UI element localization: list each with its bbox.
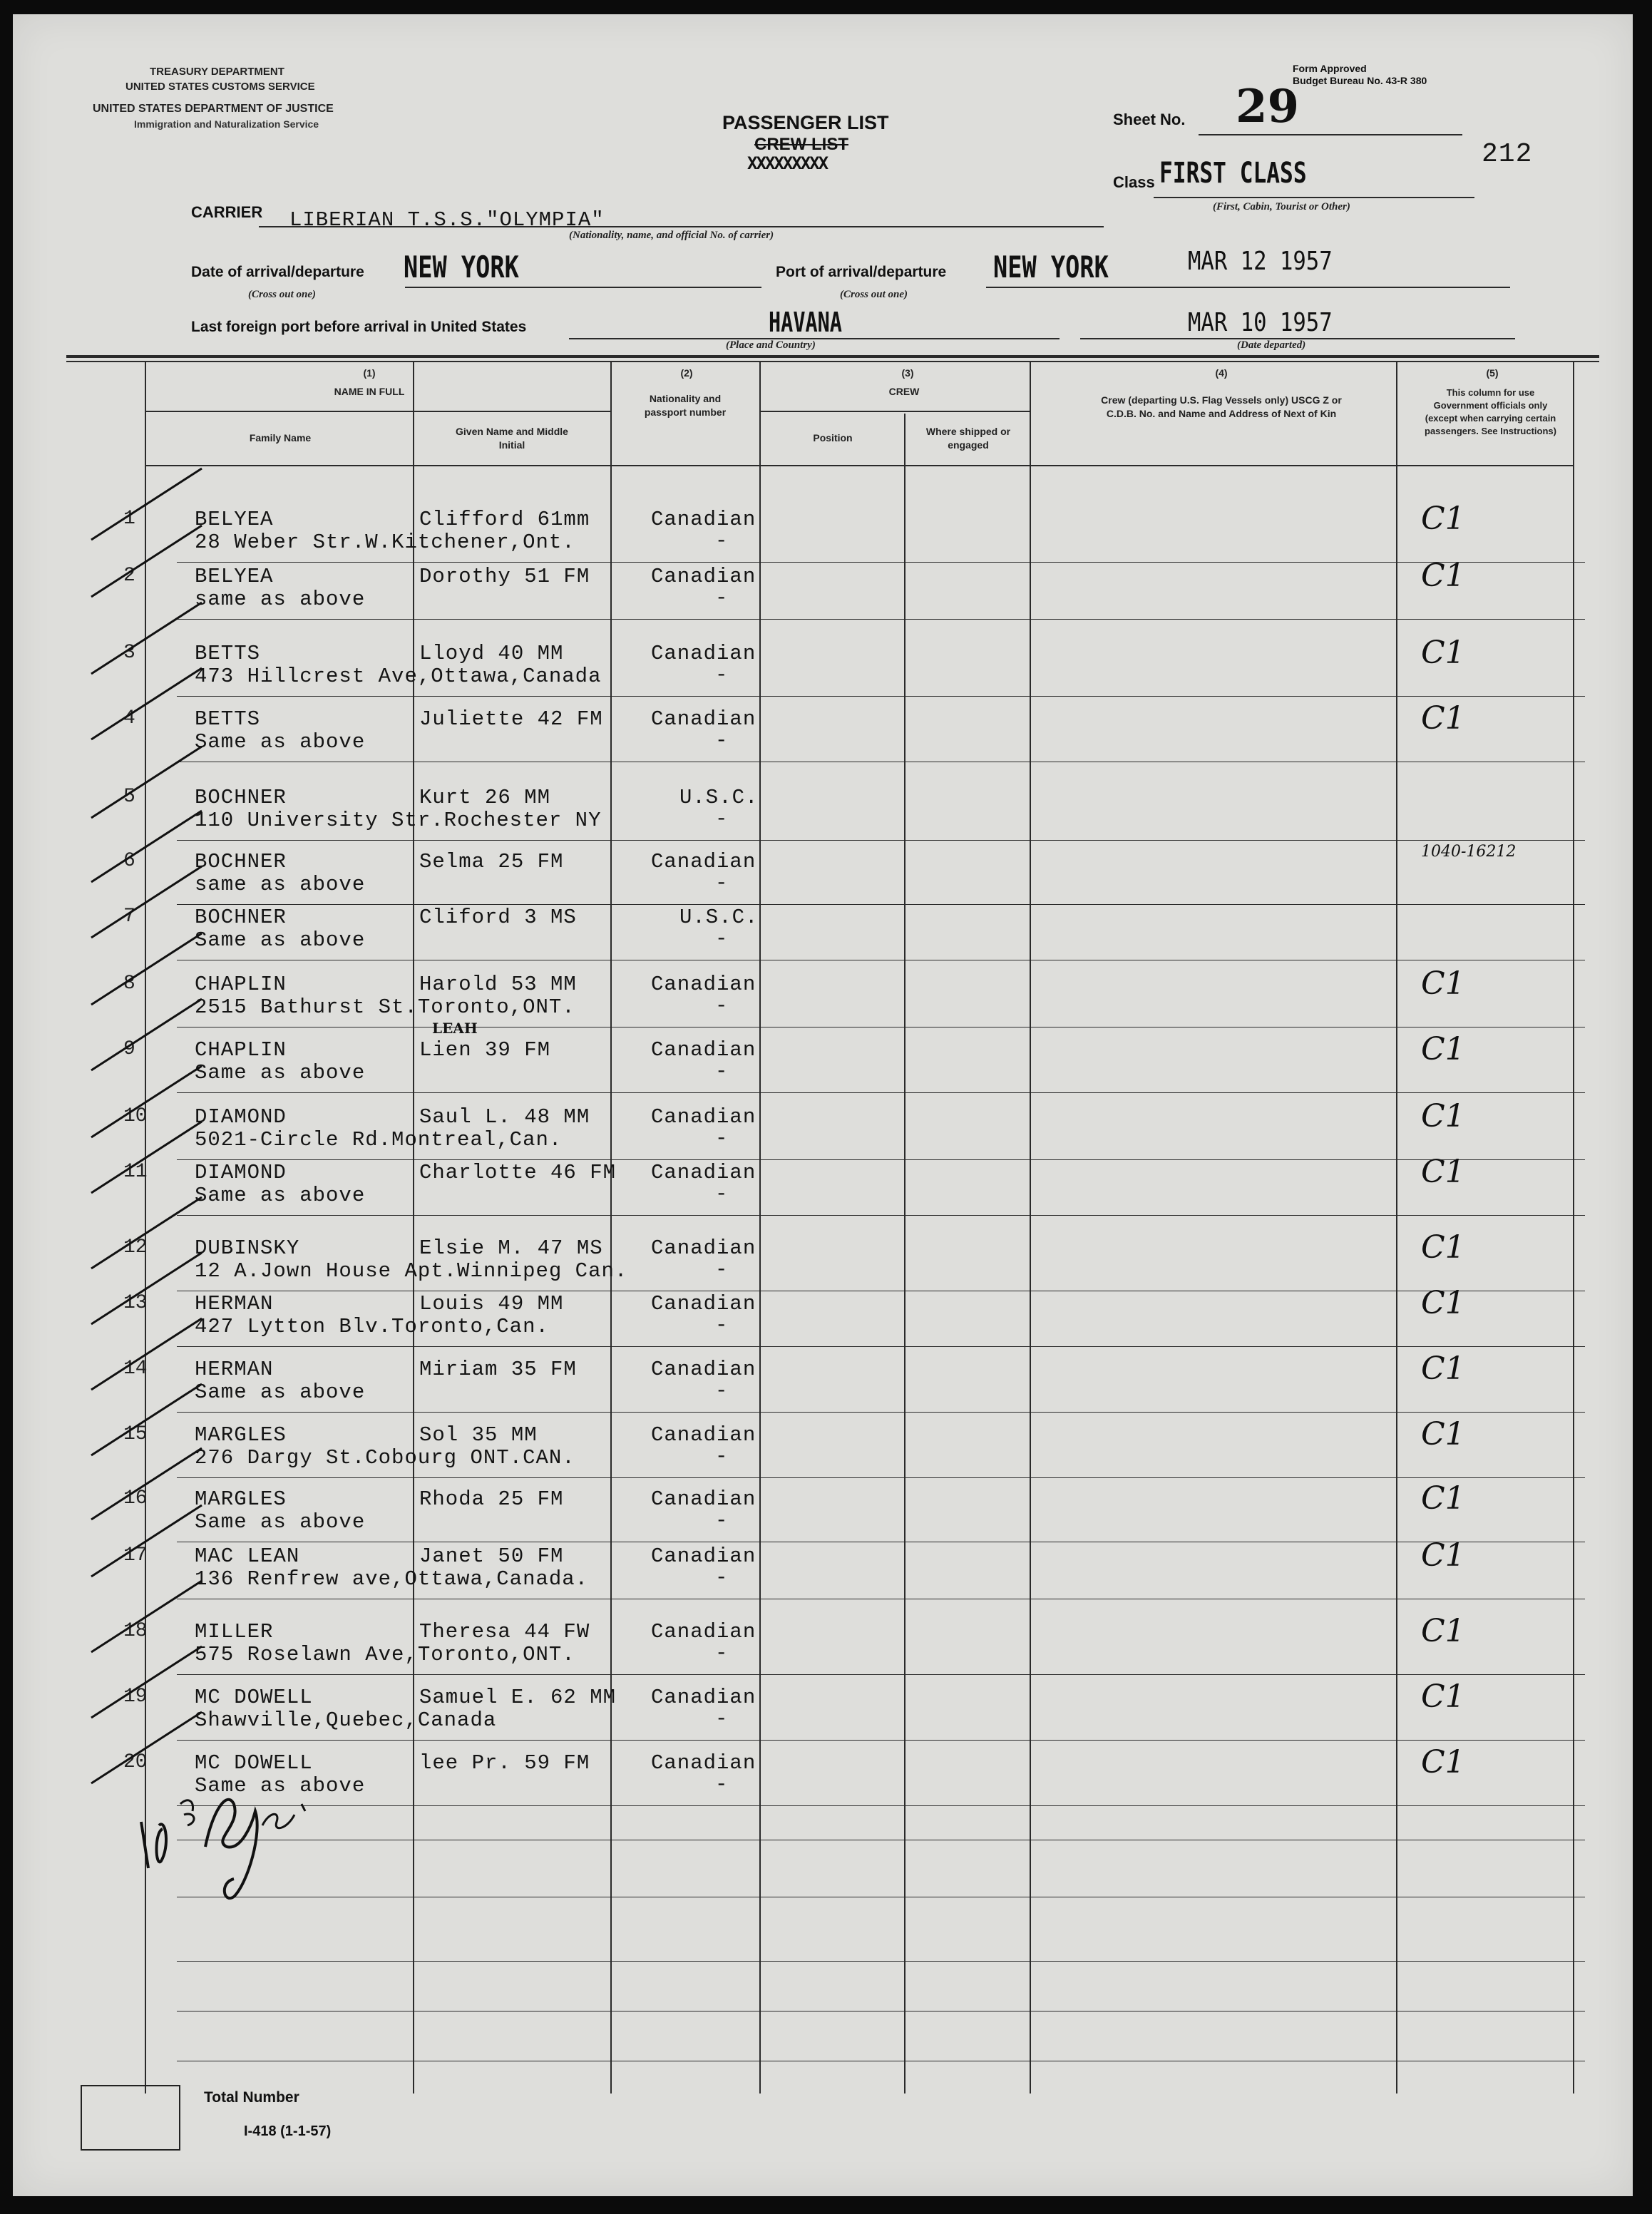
official-mark: 1040-16212: [1421, 843, 1517, 861]
budget-bureau: Budget Bureau No. 43-R 380: [1293, 75, 1427, 86]
official-mark: C1: [1421, 501, 1465, 537]
address: 110 University Str.Rochester NY: [195, 809, 602, 832]
given-name: Sol 35 MM: [419, 1423, 538, 1447]
passport-dash: -: [715, 1707, 729, 1731]
row-number: 4: [123, 707, 135, 729]
row-number: 5: [123, 786, 135, 808]
nationality: Canadian: [651, 1038, 756, 1062]
row-number: 1: [123, 508, 135, 530]
family-name: DUBINSKY: [195, 1236, 300, 1260]
nationality: Canadian: [651, 1358, 756, 1381]
port-value: NEW YORK: [993, 250, 1109, 285]
given-name: Louis 49 MM: [419, 1292, 564, 1316]
official-mark: C1: [1421, 558, 1465, 594]
official-mark: C1: [1421, 1229, 1465, 1266]
arrival-date-label: Date of arrival/departure: [191, 264, 364, 280]
family-name: MILLER: [195, 1620, 274, 1644]
col3b-where: Where shipped or engaged: [925, 426, 1011, 451]
port-label: Port of arrival/departure: [776, 264, 947, 280]
address: 427 Lytton Blv.Toronto,Can.: [195, 1315, 549, 1338]
col5-title: This column for use Government officials only (except when carrying certain passengers. See Instructions): [1425, 387, 1556, 436]
row-number: 8: [123, 973, 135, 995]
family-name: MC DOWELL: [195, 1686, 313, 1709]
passport-dash: -: [715, 1566, 729, 1589]
address: Same as above: [195, 1510, 366, 1534]
row-rule: [177, 696, 1585, 697]
nationality: U.S.C.: [679, 786, 759, 809]
col2-title: Nationality and passport number: [644, 393, 727, 418]
given-name: Miriam 35 FM: [419, 1358, 577, 1381]
given-name: Dorothy 51 FM: [419, 565, 590, 588]
passport-dash: -: [715, 529, 729, 553]
passport-dash: -: [715, 586, 729, 610]
family-name: BOCHNER: [195, 786, 287, 809]
page-title: PASSENGER LIST: [722, 112, 889, 133]
last-port-value: HAVANA: [769, 307, 842, 338]
given-name: Janet 50 FM: [419, 1544, 564, 1568]
col2-number: (2): [680, 367, 693, 379]
row-number: 6: [123, 850, 135, 872]
official-mark: C1: [1421, 1285, 1465, 1321]
row-number: 18: [123, 1620, 148, 1642]
family-name: CHAPLIN: [195, 1038, 287, 1062]
class-label: Class: [1113, 173, 1155, 191]
family-name: MARGLES: [195, 1487, 287, 1511]
check-stroke: [84, 1502, 205, 1580]
passport-dash: -: [715, 1509, 729, 1532]
departure-stamp-date: MAR 10 1957: [1188, 308, 1333, 337]
passport-dash: -: [715, 1641, 729, 1665]
passport-dash: -: [715, 1127, 729, 1150]
address: Same as above: [195, 1774, 366, 1798]
given-name: Rhoda 25 FM: [419, 1487, 564, 1511]
last-port-label: Last foreign port before arrival in United States: [191, 319, 527, 335]
carrier-value: LIBERIAN T.S.S."OLYMPIA": [289, 208, 605, 232]
port-hint: (Cross out one): [840, 289, 908, 300]
passport-dash: -: [715, 807, 729, 831]
agency-justice: UNITED STATES DEPARTMENT OF JUSTICE: [93, 103, 334, 115]
row-number: 2: [123, 565, 135, 587]
row-number: 15: [123, 1423, 148, 1445]
nationality: Canadian: [651, 1292, 756, 1316]
family-name: MAC LEAN: [195, 1544, 300, 1568]
given-name: Lien 39 FM: [419, 1038, 551, 1062]
row-number: 19: [123, 1686, 148, 1708]
nationality: Canadian: [651, 508, 756, 531]
address: 12 A.Jown House Apt.Winnipeg Can.: [195, 1259, 628, 1283]
given-name: lee Pr. 59 FM: [419, 1751, 590, 1775]
address: 2515 Bathurst St.Toronto,ONT.: [195, 995, 575, 1019]
page-number: 212: [1482, 139, 1533, 170]
passport-dash: -: [715, 1379, 729, 1403]
nationality: Canadian: [651, 973, 756, 996]
agency-ins: Immigration and Naturalization Service: [134, 118, 319, 130]
address: Same as above: [195, 1184, 366, 1207]
class-value: FIRST CLASS: [1159, 157, 1307, 190]
address: Same as above: [195, 730, 366, 754]
address: 575 Roselawn Ave,Toronto,ONT.: [195, 1643, 575, 1666]
given-name: Harold 53 MM: [419, 973, 577, 996]
family-name: BELYEA: [195, 508, 274, 531]
nationality: Canadian: [651, 1161, 756, 1184]
address: same as above: [195, 873, 366, 896]
official-mark: C1: [1421, 1480, 1465, 1517]
row-number: 12: [123, 1236, 148, 1259]
nationality: Canadian: [651, 1105, 756, 1129]
col1b-given: Given Name and Middle Initial: [456, 426, 568, 451]
col1a-family: Family Name: [249, 432, 312, 444]
form-approved: Form Approved: [1293, 63, 1367, 74]
family-name: MARGLES: [195, 1423, 287, 1447]
official-mark: C1: [1421, 1744, 1465, 1780]
row-number: 9: [123, 1038, 135, 1060]
official-mark: C1: [1421, 635, 1465, 671]
arrival-date-value: NEW YORK: [404, 250, 519, 285]
passport-dash: -: [715, 1313, 729, 1337]
family-name: BETTS: [195, 642, 261, 665]
passport-dash: -: [715, 1773, 729, 1796]
passport-dash: -: [715, 1445, 729, 1468]
total-number-label: Total Number: [204, 2089, 299, 2106]
row-number: 13: [123, 1292, 148, 1314]
family-name: HERMAN: [195, 1292, 274, 1316]
official-mark: C1: [1421, 1679, 1465, 1715]
col3-title: CREW: [888, 386, 920, 397]
agency-treasury: TREASURY DEPARTMENT: [150, 66, 284, 78]
official-mark: C1: [1421, 1154, 1465, 1190]
col1-number: (1): [363, 367, 376, 379]
last-port-hint: (Place and Country): [726, 339, 816, 351]
row-rule: [177, 1477, 1585, 1478]
nationality: U.S.C.: [679, 906, 759, 929]
family-name: DIAMOND: [195, 1105, 287, 1129]
nationality: Canadian: [651, 850, 756, 873]
col3a-position: Position: [813, 432, 853, 444]
check-stroke: [84, 665, 205, 743]
row-rule: [177, 1740, 1585, 1741]
family-name: CHAPLIN: [195, 973, 287, 996]
family-name: BOCHNER: [195, 850, 287, 873]
cross-out-xxx: XXXXXXXXX: [747, 153, 828, 173]
row-rule: [177, 840, 1585, 841]
row-rule: [177, 904, 1585, 905]
family-name: BELYEA: [195, 565, 274, 588]
crew-list-struck: CREW LIST: [754, 135, 848, 154]
carrier-hint: (Nationality, name, and official No. of carrier): [569, 230, 774, 241]
row-number: 11: [123, 1161, 148, 1183]
sheet-label: Sheet No.: [1113, 111, 1186, 128]
nationality: Canadian: [651, 1686, 756, 1709]
given-name: Samuel E. 62 MM: [419, 1686, 617, 1709]
row-number: 16: [123, 1487, 148, 1510]
sheet-number: 29: [1236, 80, 1300, 133]
nationality: Canadian: [651, 642, 756, 665]
nationality: Canadian: [651, 707, 756, 731]
given-name: Juliette 42 FM: [419, 707, 603, 731]
official-mark: C1: [1421, 965, 1465, 1002]
date-departed-hint: (Date departed): [1237, 339, 1306, 351]
family-name: HERMAN: [195, 1358, 274, 1381]
row-rule: [177, 1674, 1585, 1675]
row-number: 10: [123, 1105, 148, 1127]
official-mark: C1: [1421, 1613, 1465, 1649]
col1-title: NAME IN FULL: [334, 386, 405, 397]
nationality: Canadian: [651, 1751, 756, 1775]
handwritten-correction: LEAH: [432, 1020, 478, 1037]
given-name: Kurt 26 MM: [419, 786, 551, 809]
class-hint: (First, Cabin, Tourist or Other): [1213, 201, 1350, 212]
arrival-date-hint: (Cross out one): [248, 289, 317, 300]
passport-dash: -: [715, 663, 729, 687]
row-number: 7: [123, 906, 135, 928]
row-rule: [177, 1346, 1585, 1347]
passport-dash: -: [715, 729, 729, 752]
row-number: 14: [123, 1358, 148, 1380]
arrival-stamp-date: MAR 12 1957: [1188, 247, 1333, 276]
official-mark: C1: [1421, 1031, 1465, 1067]
address: Same as above: [195, 928, 366, 952]
address: 473 Hillcrest Ave,Ottawa,Canada: [195, 665, 602, 688]
row-rule: [177, 1215, 1585, 1216]
row-rule: [177, 1805, 1585, 1806]
row-number: 17: [123, 1544, 148, 1567]
nationality: Canadian: [651, 1487, 756, 1511]
row-rule: [177, 1092, 1585, 1093]
passport-dash: -: [715, 994, 729, 1018]
empty-rule: [177, 1961, 1585, 1962]
nationality: Canadian: [651, 1236, 756, 1260]
passport-dash: -: [715, 1258, 729, 1281]
given-name: Clifford 61mm: [419, 508, 590, 531]
address: Same as above: [195, 1061, 366, 1085]
address: 5021-Circle Rd.Montreal,Can.: [195, 1128, 563, 1152]
col4-title: Crew (departing U.S. Flag Vessels only) USCG Z or C.D.B. No. and Name and Address of Next of Kin: [1101, 394, 1342, 419]
row-number: 3: [123, 642, 135, 664]
handwritten-signature: [127, 1761, 341, 1904]
given-name: Lloyd 40 MM: [419, 642, 564, 665]
row-rule: [177, 1412, 1585, 1413]
nationality: Canadian: [651, 1544, 756, 1568]
form-number: I-418 (1-1-57): [244, 2123, 332, 2139]
total-number-box: [81, 2085, 180, 2151]
address: Shawville,Quebec,Canada: [195, 1708, 497, 1732]
address: Same as above: [195, 1380, 366, 1404]
given-name: Cliford 3 MS: [419, 906, 577, 929]
family-name: MC DOWELL: [195, 1751, 313, 1775]
address: same as above: [195, 588, 366, 611]
passport-dash: -: [715, 1060, 729, 1083]
row-rule: [177, 562, 1585, 563]
col5-number: (5): [1486, 367, 1499, 379]
family-name: BOCHNER: [195, 906, 287, 929]
given-name: Theresa 44 FW: [419, 1620, 590, 1644]
check-stroke: [84, 522, 205, 600]
given-name: Elsie M. 47 MS: [419, 1236, 603, 1260]
address: 136 Renfrew ave,Ottawa,Canada.: [195, 1567, 589, 1591]
passport-dash: -: [715, 927, 729, 950]
col3-number: (3): [901, 367, 914, 379]
manifest-sheet: [13, 14, 1633, 2196]
passport-dash: -: [715, 1182, 729, 1206]
agency-customs: UNITED STATES CUSTOMS SERVICE: [125, 81, 315, 93]
family-name: BETTS: [195, 707, 261, 731]
official-mark: C1: [1421, 700, 1465, 737]
row-number: 20: [123, 1751, 148, 1773]
carrier-label: CARRIER: [191, 203, 263, 221]
given-name: Selma 25 FM: [419, 850, 564, 873]
col4-number: (4): [1215, 367, 1228, 379]
address: 28 Weber Str.W.Kitchener,Ont.: [195, 531, 575, 554]
row-rule: [177, 619, 1585, 620]
nationality: Canadian: [651, 565, 756, 588]
nationality: Canadian: [651, 1423, 756, 1447]
address: 276 Dargy St.Cobourg ONT.CAN.: [195, 1446, 575, 1470]
family-name: DIAMOND: [195, 1161, 287, 1184]
official-mark: C1: [1421, 1537, 1465, 1574]
passport-dash: -: [715, 871, 729, 895]
official-mark: C1: [1421, 1351, 1465, 1387]
row-rule: [177, 1159, 1585, 1160]
official-mark: C1: [1421, 1416, 1465, 1452]
given-name: Charlotte 46 FM: [419, 1161, 617, 1184]
nationality: Canadian: [651, 1620, 756, 1644]
official-mark: C1: [1421, 1098, 1465, 1134]
given-name: Saul L. 48 MM: [419, 1105, 590, 1129]
check-stroke: [84, 1118, 205, 1196]
